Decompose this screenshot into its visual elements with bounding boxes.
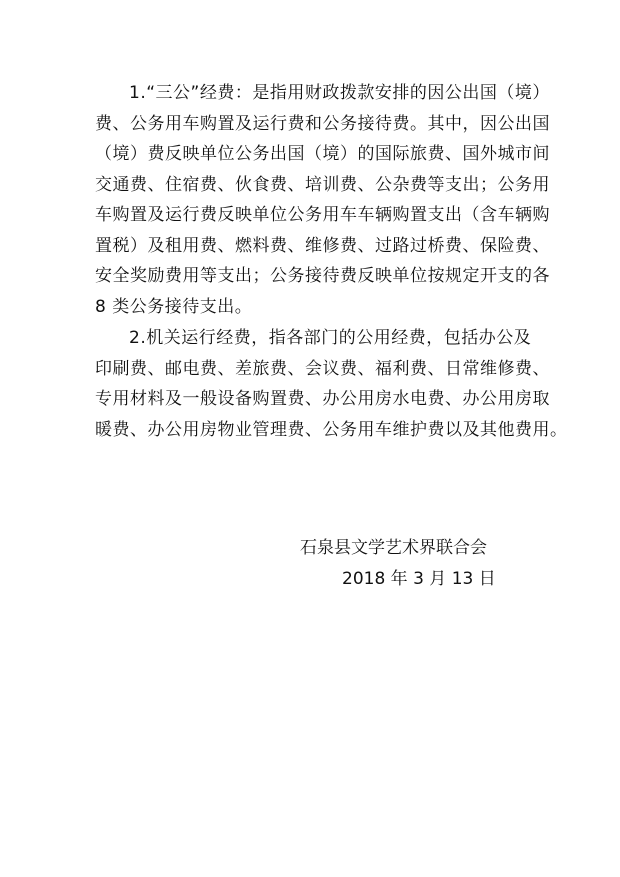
paragraph-sangong-expenses — [95, 78, 550, 322]
paragraph-line: （境）费反映单位公务出国（境）的国际旅费、国外城市间 — [95, 144, 550, 164]
paragraph-line: 交通费、住宿费、伙食费、培训费、公杂费等支出；公务用 — [95, 174, 550, 195]
paragraph-line: 1.“三公”经费：是指用财政拨款安排的因公出国（境） — [129, 83, 550, 103]
paragraph-operating-expenses — [95, 323, 568, 445]
paragraph-line: 安全奖励费用等支出；公务接待费反映单位按规定开支的各 — [95, 266, 550, 286]
signature-date: 2018 年 3 月 13 日 — [342, 569, 496, 589]
signature-organization: 石泉县文学艺术界联合会 — [300, 538, 487, 558]
document-body — [95, 78, 568, 445]
paragraph-line: 费、公务用车购置及运行费和公务接待费。其中，因公出国 — [95, 113, 550, 134]
paragraph-line: 专用材料及一般设备购置费、办公用房水电费、办公用房取 — [95, 389, 550, 409]
paragraph-line: 置税）及租用费、燃料费、维修费、过路过桥费、保险费、 — [95, 235, 550, 256]
paragraph-line: 2.机关运行经费，指各部门的公用经费，包括办公及 — [129, 328, 532, 348]
paragraph-line: 暖费、办公用房物业管理费、公务用车维护费以及其他费用。 — [95, 419, 568, 440]
paragraph-line: 车购置及运行费反映单位公务用车车辆购置支出（含车辆购 — [95, 205, 550, 225]
paragraph-line: 印刷费、邮电费、差旅费、会议费、福利费、日常维修费、 — [95, 358, 550, 379]
paragraph-line: 8 类公务接待支出。 — [95, 296, 253, 317]
